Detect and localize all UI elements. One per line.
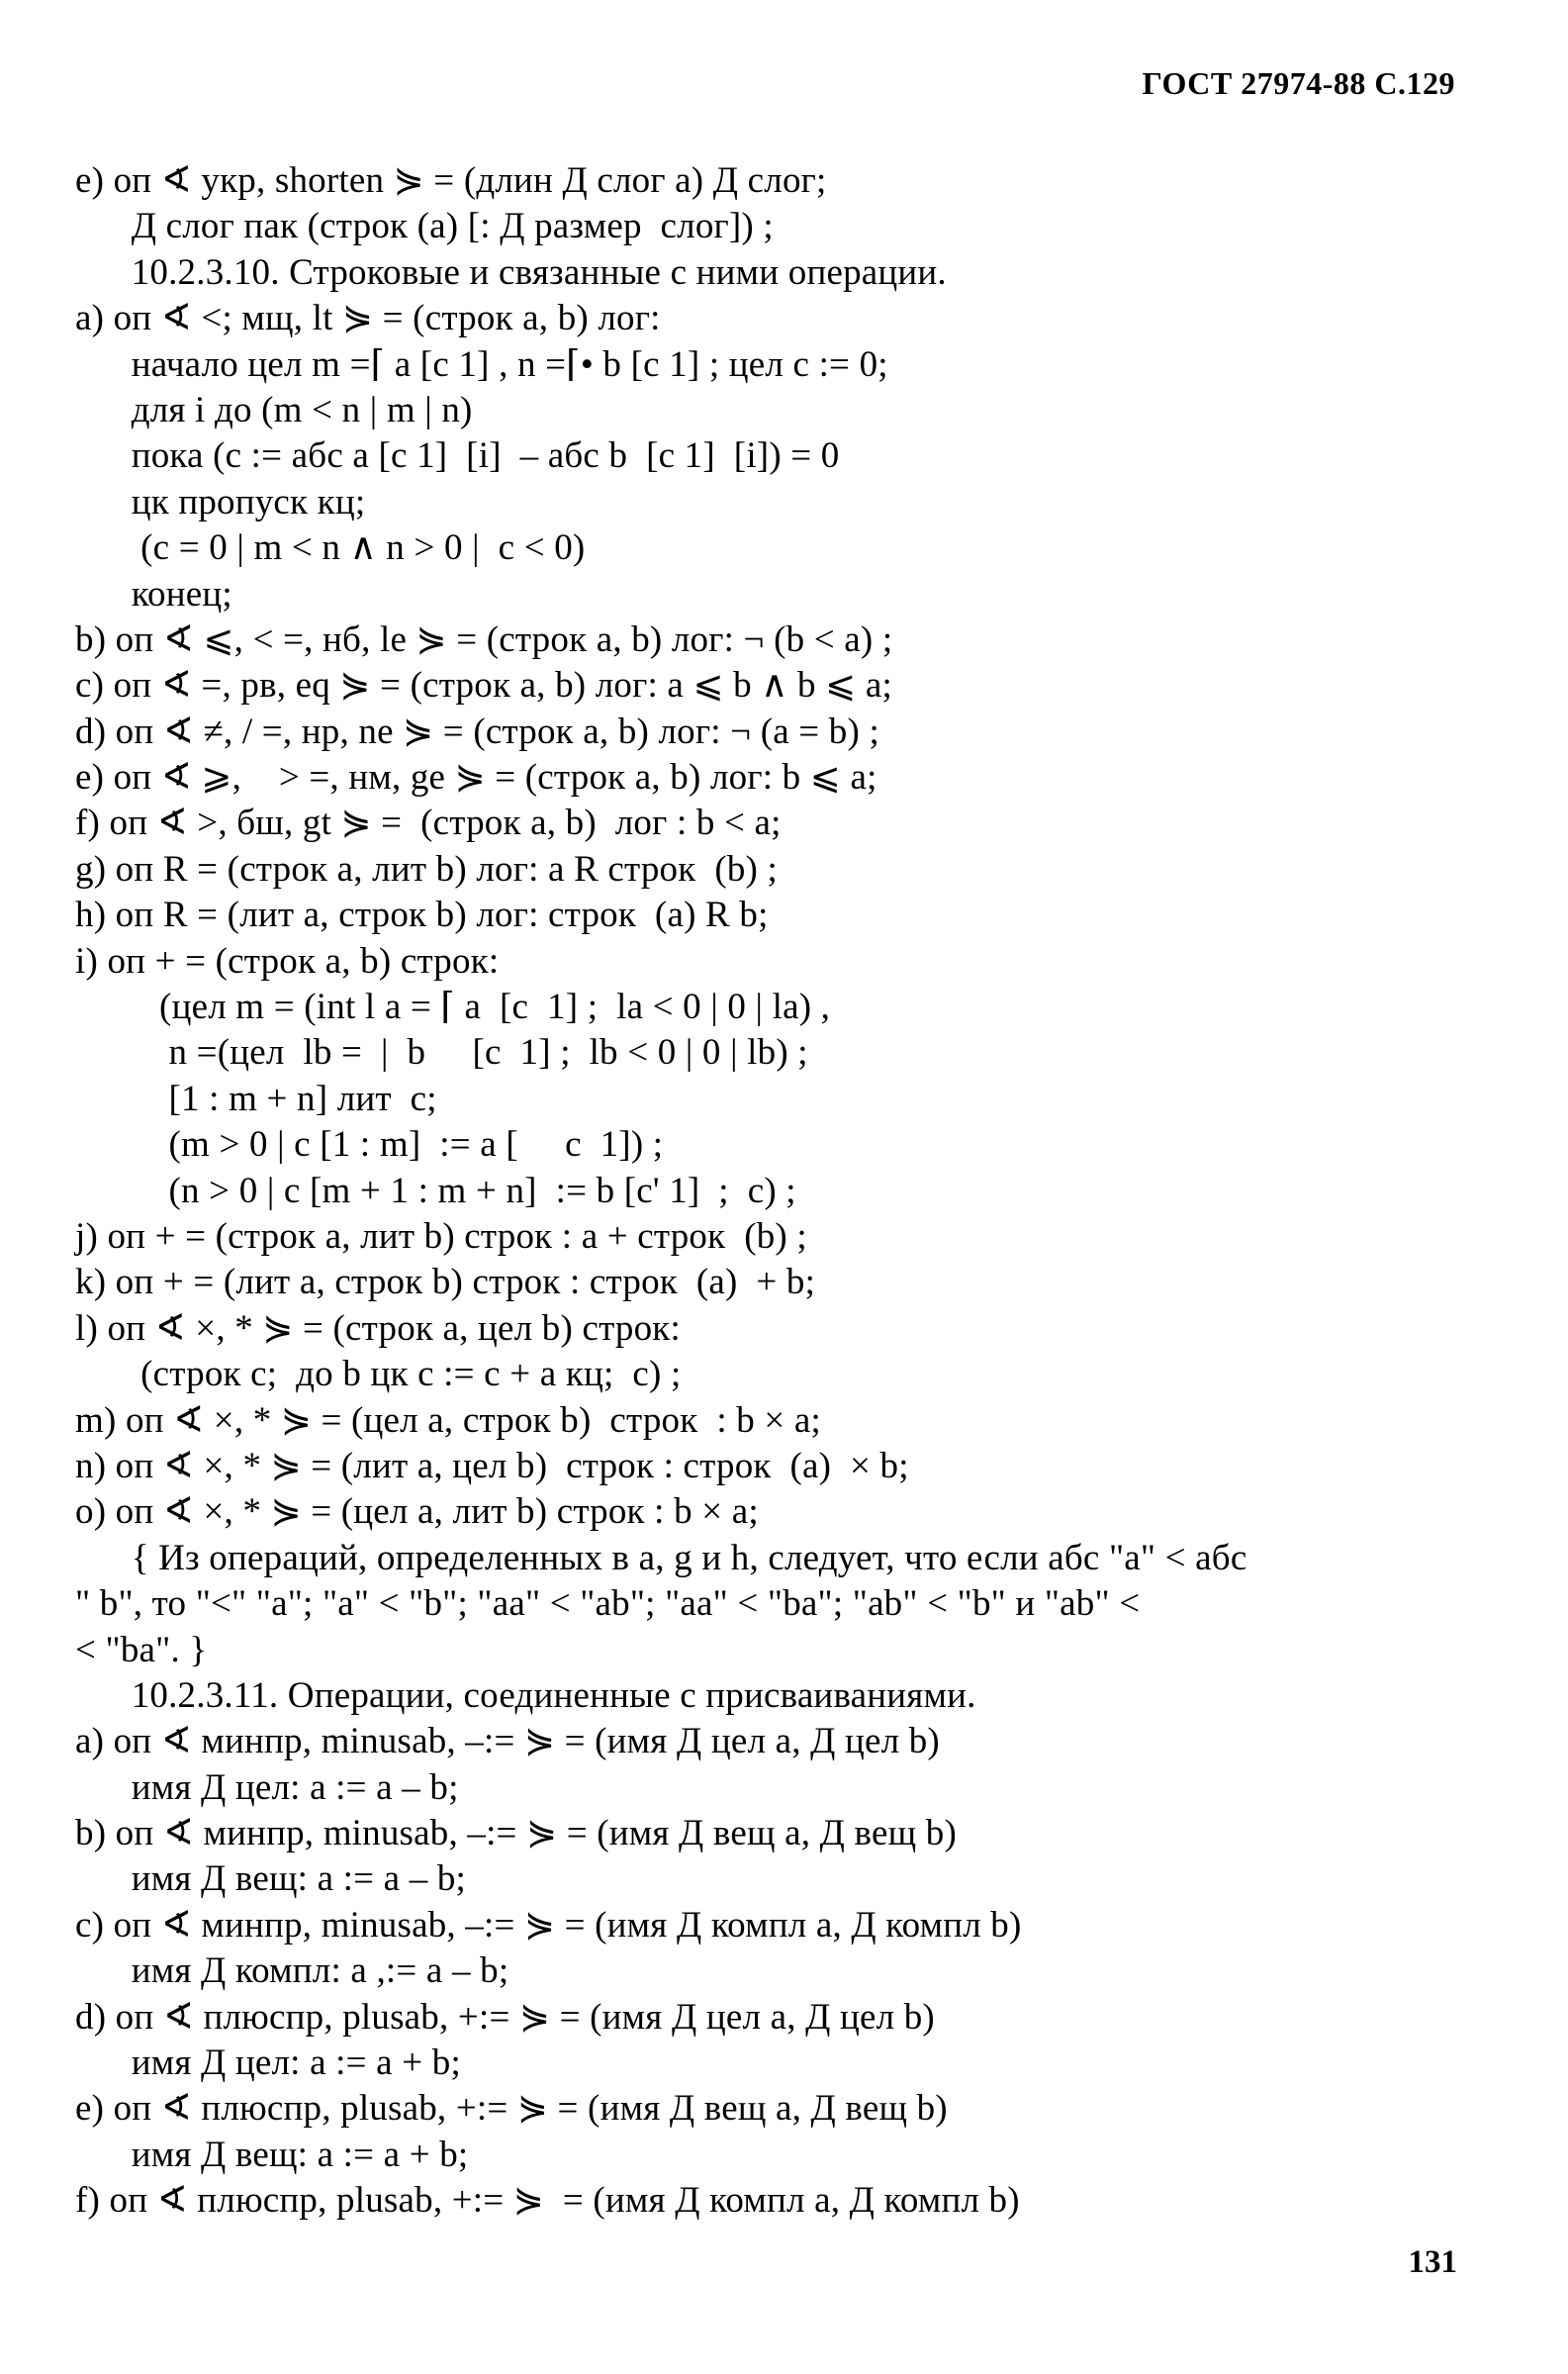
running-header: ГОСТ 27974-88 С.129: [1142, 65, 1455, 101]
text-line: (c = 0 | m < n ∧ n > 0 | c < 0): [75, 527, 586, 569]
section-heading: 10.2.3.11. Операции, соединенные с присваиваниями.: [75, 1674, 976, 1716]
text-line: " b", то "<" "a"; "a" < "b"; "aa" < "ab"; "aa" < "ba"; "ab" < "b" и "ab" <: [75, 1583, 1141, 1625]
text-line: (m > 0 | c [1 : m] := a [ c 1]) ;: [75, 1124, 664, 1166]
text-line: o) оп ∢ ×, * ⋟ = (цел a, лит b) строк : b × a;: [75, 1491, 759, 1533]
text-line: (n > 0 | c [m + 1 : m + n] := b [c' 1] ; c) ;: [75, 1170, 796, 1211]
text-line: Д слог пак (строк (a) [: Д размер слог]) ;: [75, 206, 774, 247]
text-line: a) оп ∢ <; мщ, lt ⋟ = (строк a, b) лог:: [75, 298, 661, 339]
text-line: a) оп ∢ минпр, minusab, –:= ⋟ = (имя Д цел a, Д цел b): [75, 1721, 940, 1762]
text-line: (цел m = (int l a = ⌈ a [c 1] ; la < 0 | 0 | la) ,: [75, 987, 831, 1028]
text-line: имя Д вещ: a := a – b;: [75, 1858, 467, 1900]
text-line: (строк c; до b цк c := c + a кц; c) ;: [75, 1354, 682, 1395]
text-line: имя Д компл: a ,:= a – b;: [75, 1950, 509, 1992]
text-line: d) оп ∢ ≠, / =, нр, ne ⋟ = (строк a, b) лог: ¬ (a = b) ;: [75, 711, 879, 752]
text-line: e) оп ∢ укр, shorten ⋟ = (длин Д слог a) Д слог;: [75, 160, 827, 201]
text-line: c) оп ∢ =, рв, eq ⋟ = (строк a, b) лог: a ⩽ b ∧ b ⩽ a;: [75, 665, 892, 707]
text-line: c) оп ∢ минпр, minusab, –:= ⋟ = (имя Д компл a, Д компл b): [75, 1904, 1022, 1946]
text-line: g) оп R = (строк a, лит b) лог: a R строк (b) ;: [75, 848, 778, 890]
text-line: имя Д цел: a := a + b;: [75, 2042, 461, 2084]
text-line: n) оп ∢ ×, * ⋟ = (лит a, цел b) строк : строк (a) × b;: [75, 1445, 909, 1486]
body-text: [75, 158, 1500, 2225]
text-line: цк пропуск кц;: [75, 481, 366, 522]
text-line: e) оп ∢ ⩾, > =, нм, ge ⋟ = (строк a, b) лог: b ⩽ a;: [75, 757, 877, 799]
section-heading: 10.2.3.10. Строковые и связанные с ними операции.: [75, 251, 947, 293]
text-line: b) оп ∢ ⩽, < =, нб, le ⋟ = (строк a, b) лог: ¬ (b < a) ;: [75, 618, 893, 660]
text-line: < "ba". }: [75, 1629, 208, 1670]
text-line: f) оп ∢ плюспр, plusab, +:= ⋟ = (имя Д компл a, Д компл b): [75, 2180, 1020, 2222]
text-line: для i до (m < n | m | n): [75, 389, 473, 430]
text-line: конец;: [75, 573, 232, 615]
text-line: i) оп + = (строк a, b) строк:: [75, 940, 500, 982]
text-line: [1 : m + n] лит c;: [75, 1078, 437, 1119]
text-line: пока (c := абс a [c 1] [i] – абс b [c 1] [i]) = 0: [75, 435, 840, 477]
text-line: имя Д вещ: a := a + b;: [75, 2134, 469, 2175]
text-line: h) оп R = (лит a, строк b) лог: строк (a) R b;: [75, 895, 769, 936]
text-line: начало цел m =⌈ a [c 1] , n =⌈• b [c 1] ; цел c := 0;: [75, 343, 888, 385]
text-line: { Из операций, определенных в a, g и h, следует, что если абс "a" < абс: [75, 1537, 1247, 1578]
text-line: n =(цел lb = | b [c 1] ; lb < 0 | 0 | lb) ;: [75, 1032, 808, 1074]
text-line: l) оп ∢ ×, * ⋟ = (строк a, цел b) строк:: [75, 1307, 681, 1349]
page-number: 131: [1408, 2244, 1457, 2280]
text-line: m) оп ∢ ×, * ⋟ = (цел a, строк b) строк : b × a;: [75, 1399, 822, 1441]
text-line: k) оп + = (лит a, строк b) строк : строк (a) + b;: [75, 1262, 816, 1303]
text-line: имя Д цел: a := a – b;: [75, 1766, 459, 1808]
text-line: f) оп ∢ >, бш, gt ⋟ = (строк a, b) лог : b < a;: [75, 803, 782, 844]
text-line: d) оп ∢ плюспр, plusab, +:= ⋟ = (имя Д цел a, Д цел b): [75, 1996, 935, 2038]
text-line: b) оп ∢ минпр, minusab, –:= ⋟ = (имя Д вещ a, Д вещ b): [75, 1813, 957, 1854]
text-line: j) оп + = (строк a, лит b) строк : a + строк (b) ;: [75, 1215, 807, 1257]
text-line: e) оп ∢ плюспр, plusab, +:= ⋟ = (имя Д вещ a, Д вещ b): [75, 2088, 948, 2130]
